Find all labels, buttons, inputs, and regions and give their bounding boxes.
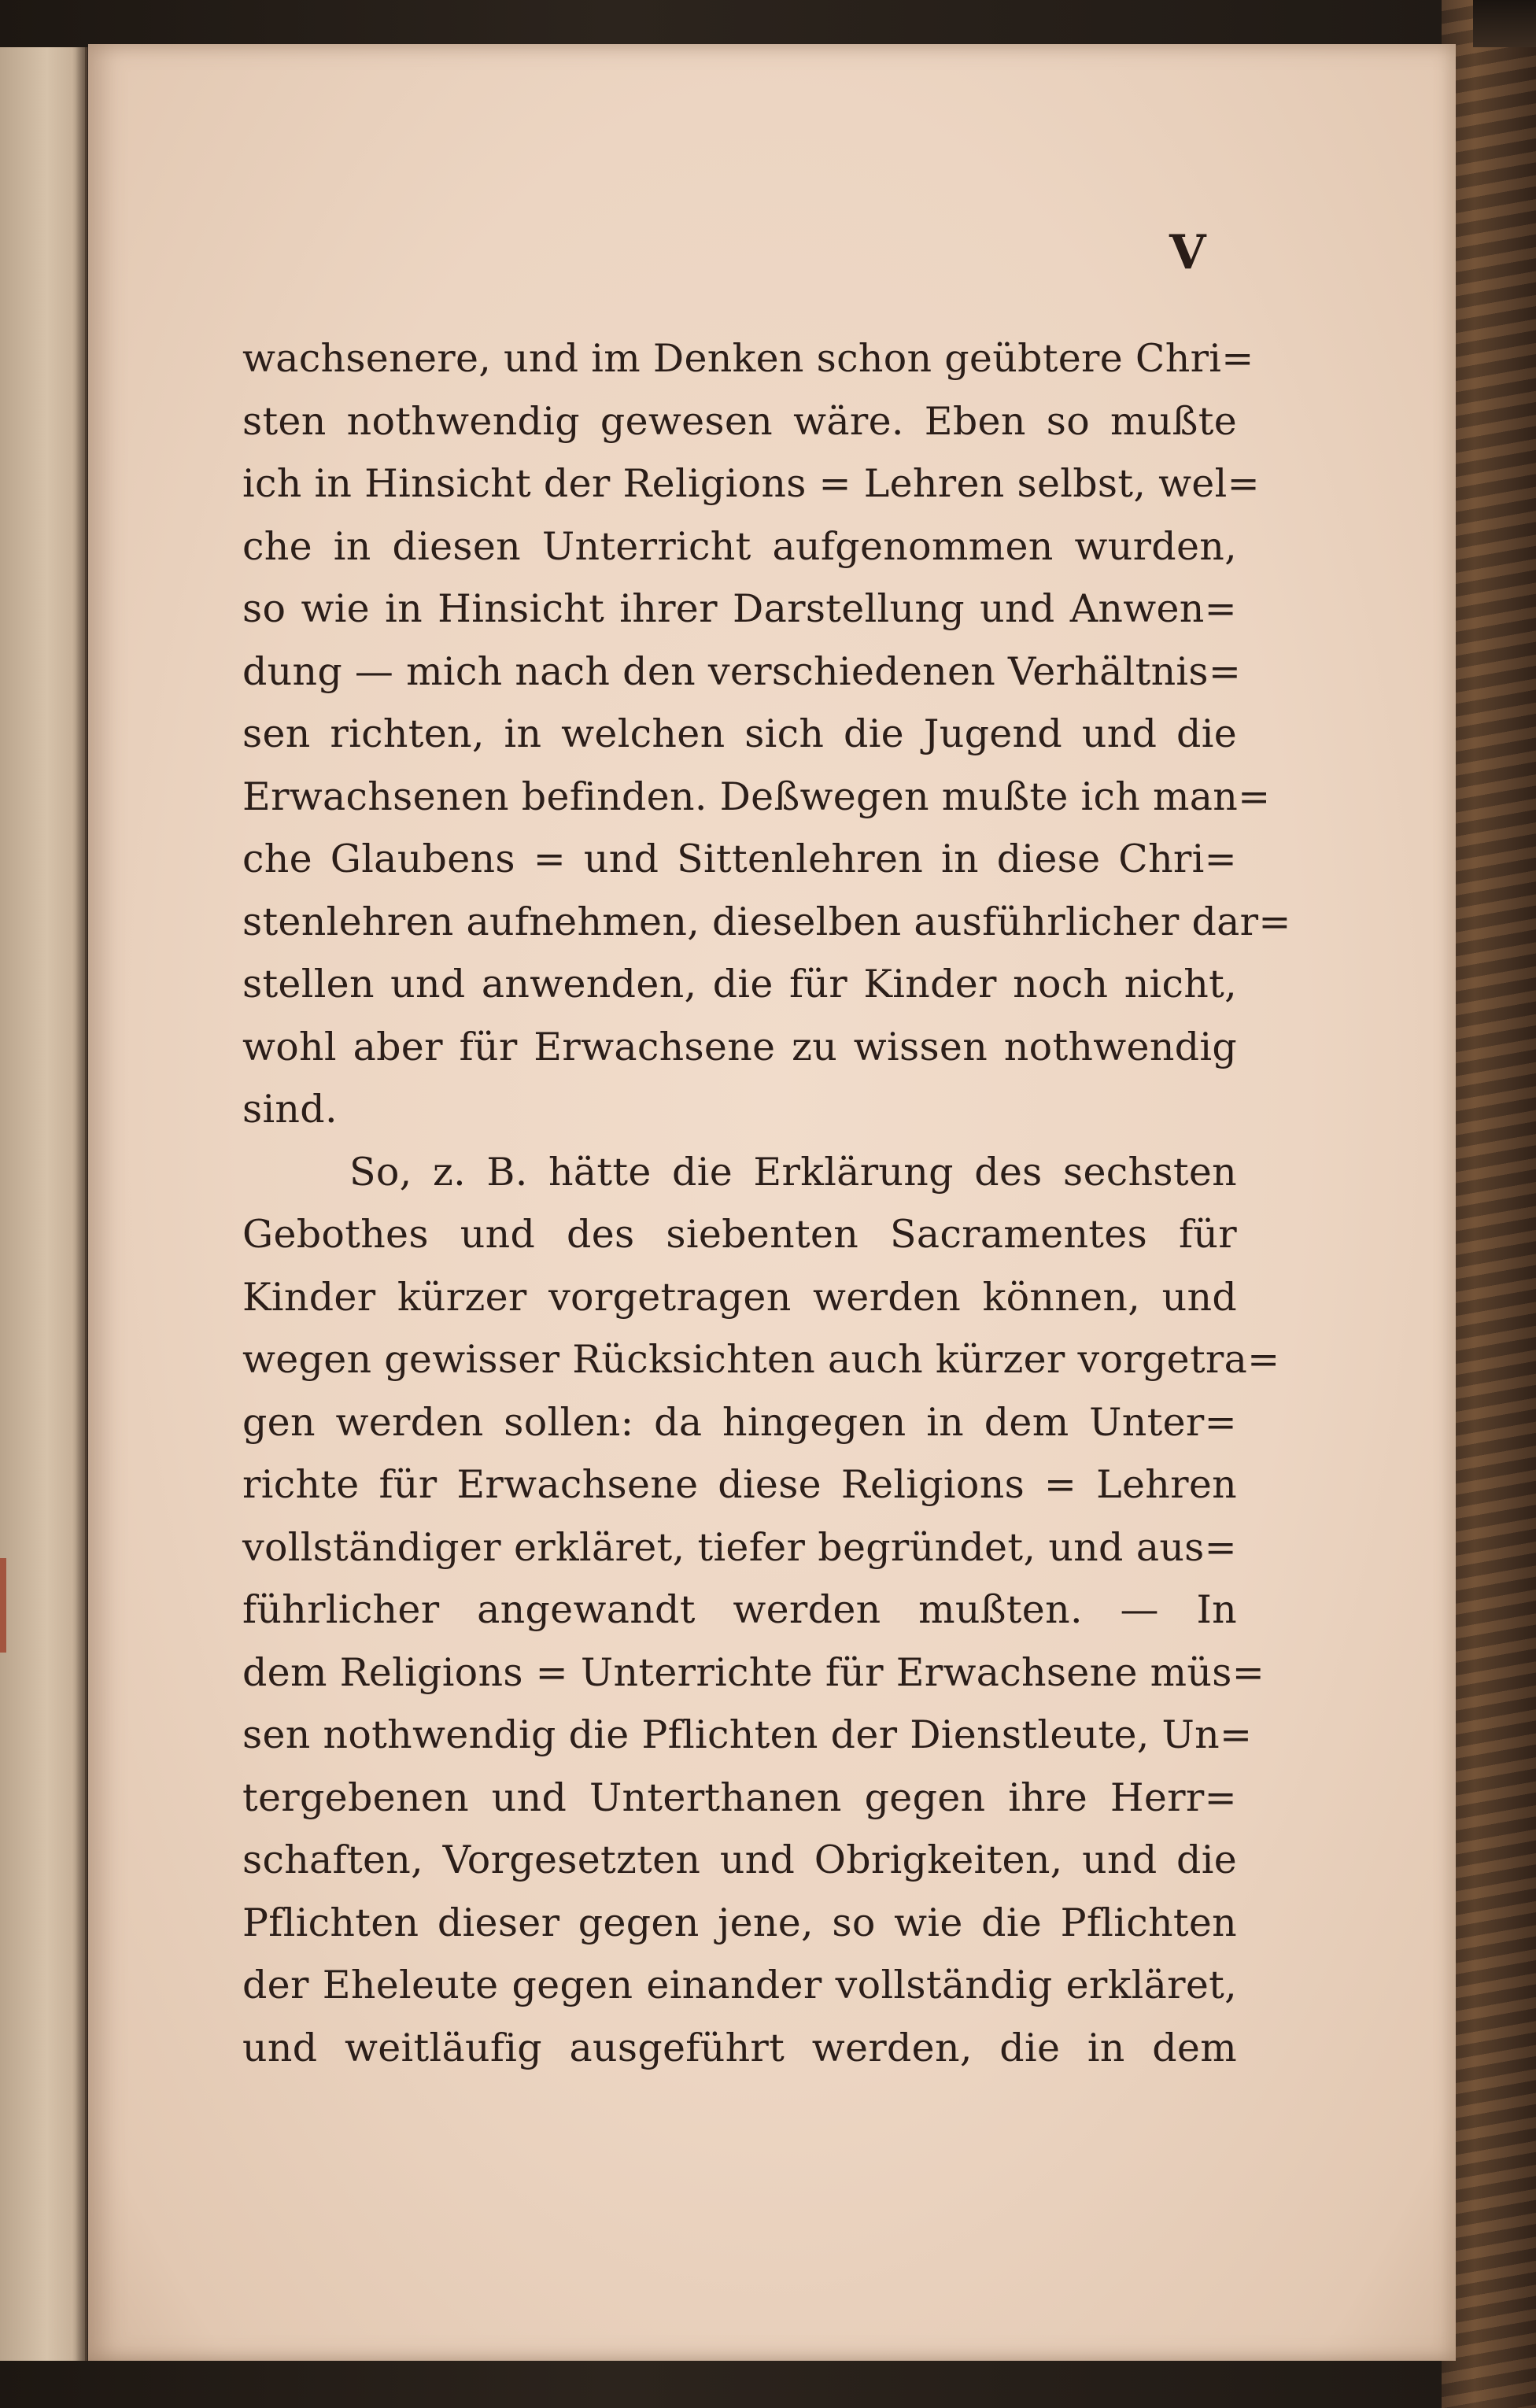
- text-line: Pflichten dieser gegen jene, so wie die Pflichten: [242, 1900, 1237, 1945]
- text-line: richte für Erwachsene diese Religions = Lehren: [242, 1462, 1237, 1507]
- text-line: dung — mich nach den verschiedenen Verhältnis=: [242, 648, 1242, 694]
- text-line: gen werden sollen: da hingegen in dem Unter=: [242, 1399, 1237, 1445]
- text-line: vollständiger erkläret, tiefer begründet, und aus=: [242, 1524, 1237, 1570]
- book-cover-edge: [1442, 0, 1536, 2408]
- cover-top-shadow: [1473, 0, 1536, 47]
- text-line: dem Religions = Unterrichte für Erwachsene müs=: [242, 1649, 1265, 1695]
- text-line: che in diesen Unterricht aufgenommen wurden,: [242, 523, 1237, 569]
- text-line: sind.: [242, 1087, 338, 1132]
- text-line: wachsenere, und im Denken schon geübtere Chri=: [242, 336, 1254, 381]
- text-line: stenlehren aufnehmen, dieselben ausführlicher dar=: [242, 899, 1291, 944]
- text-line: führlicher angewandt werden mußten. — In: [242, 1587, 1237, 1632]
- body-text: [242, 327, 1291, 2079]
- text-line: wegen gewisser Rücksichten auch kürzer vorgetra=: [242, 1337, 1280, 1382]
- text-line: che Glaubens = und Sittenlehren in diese Chri=: [242, 837, 1237, 881]
- text-line: stellen und anwenden, die für Kinder noch nicht,: [242, 962, 1237, 1006]
- text-line: und weitläufig ausgeführt werden, die in dem: [242, 2025, 1237, 2070]
- text-line: sten nothwendig gewesen wäre. Eben so mußte: [242, 398, 1237, 444]
- text-line: schaften, Vorgesetzten und Obrigkeiten, und die: [242, 1837, 1237, 1882]
- text-line: tergebenen und Unterthanen gegen ihre Herr=: [242, 1775, 1237, 1820]
- bookmark-mark: [0, 1558, 6, 1653]
- text-line: sen richten, in welchen sich die Jugend und die: [242, 711, 1237, 756]
- text-line: sen nothwendig die Pflichten der Dienstleute, Un=: [242, 1712, 1253, 1757]
- text-line: ich in Hinsicht der Religions = Lehren selbst, wel=: [242, 461, 1260, 506]
- page-gutter-shadow: [76, 47, 88, 2361]
- text-line: Erwachsenen befinden. Deßwegen mußte ich man=: [242, 774, 1271, 819]
- text-line: wohl aber für Erwachsene zu wissen nothwendig: [242, 1024, 1237, 1069]
- text-line: Kinder kürzer vorgetragen werden können, und: [242, 1274, 1237, 1320]
- text-line: So, z. B. hätte die Erklärung des sechsten: [349, 1149, 1237, 1195]
- book-page: [88, 44, 1456, 2361]
- left-page-edge: [0, 47, 87, 2361]
- page-number: V: [1169, 225, 1208, 280]
- text-line: Gebothes und des siebenten Sacramentes für: [242, 1212, 1237, 1257]
- text-line: der Eheleute gegen einander vollständig erkläret,: [242, 1963, 1237, 2007]
- text-line: so wie in Hinsicht ihrer Darstellung und Anwen=: [242, 586, 1237, 631]
